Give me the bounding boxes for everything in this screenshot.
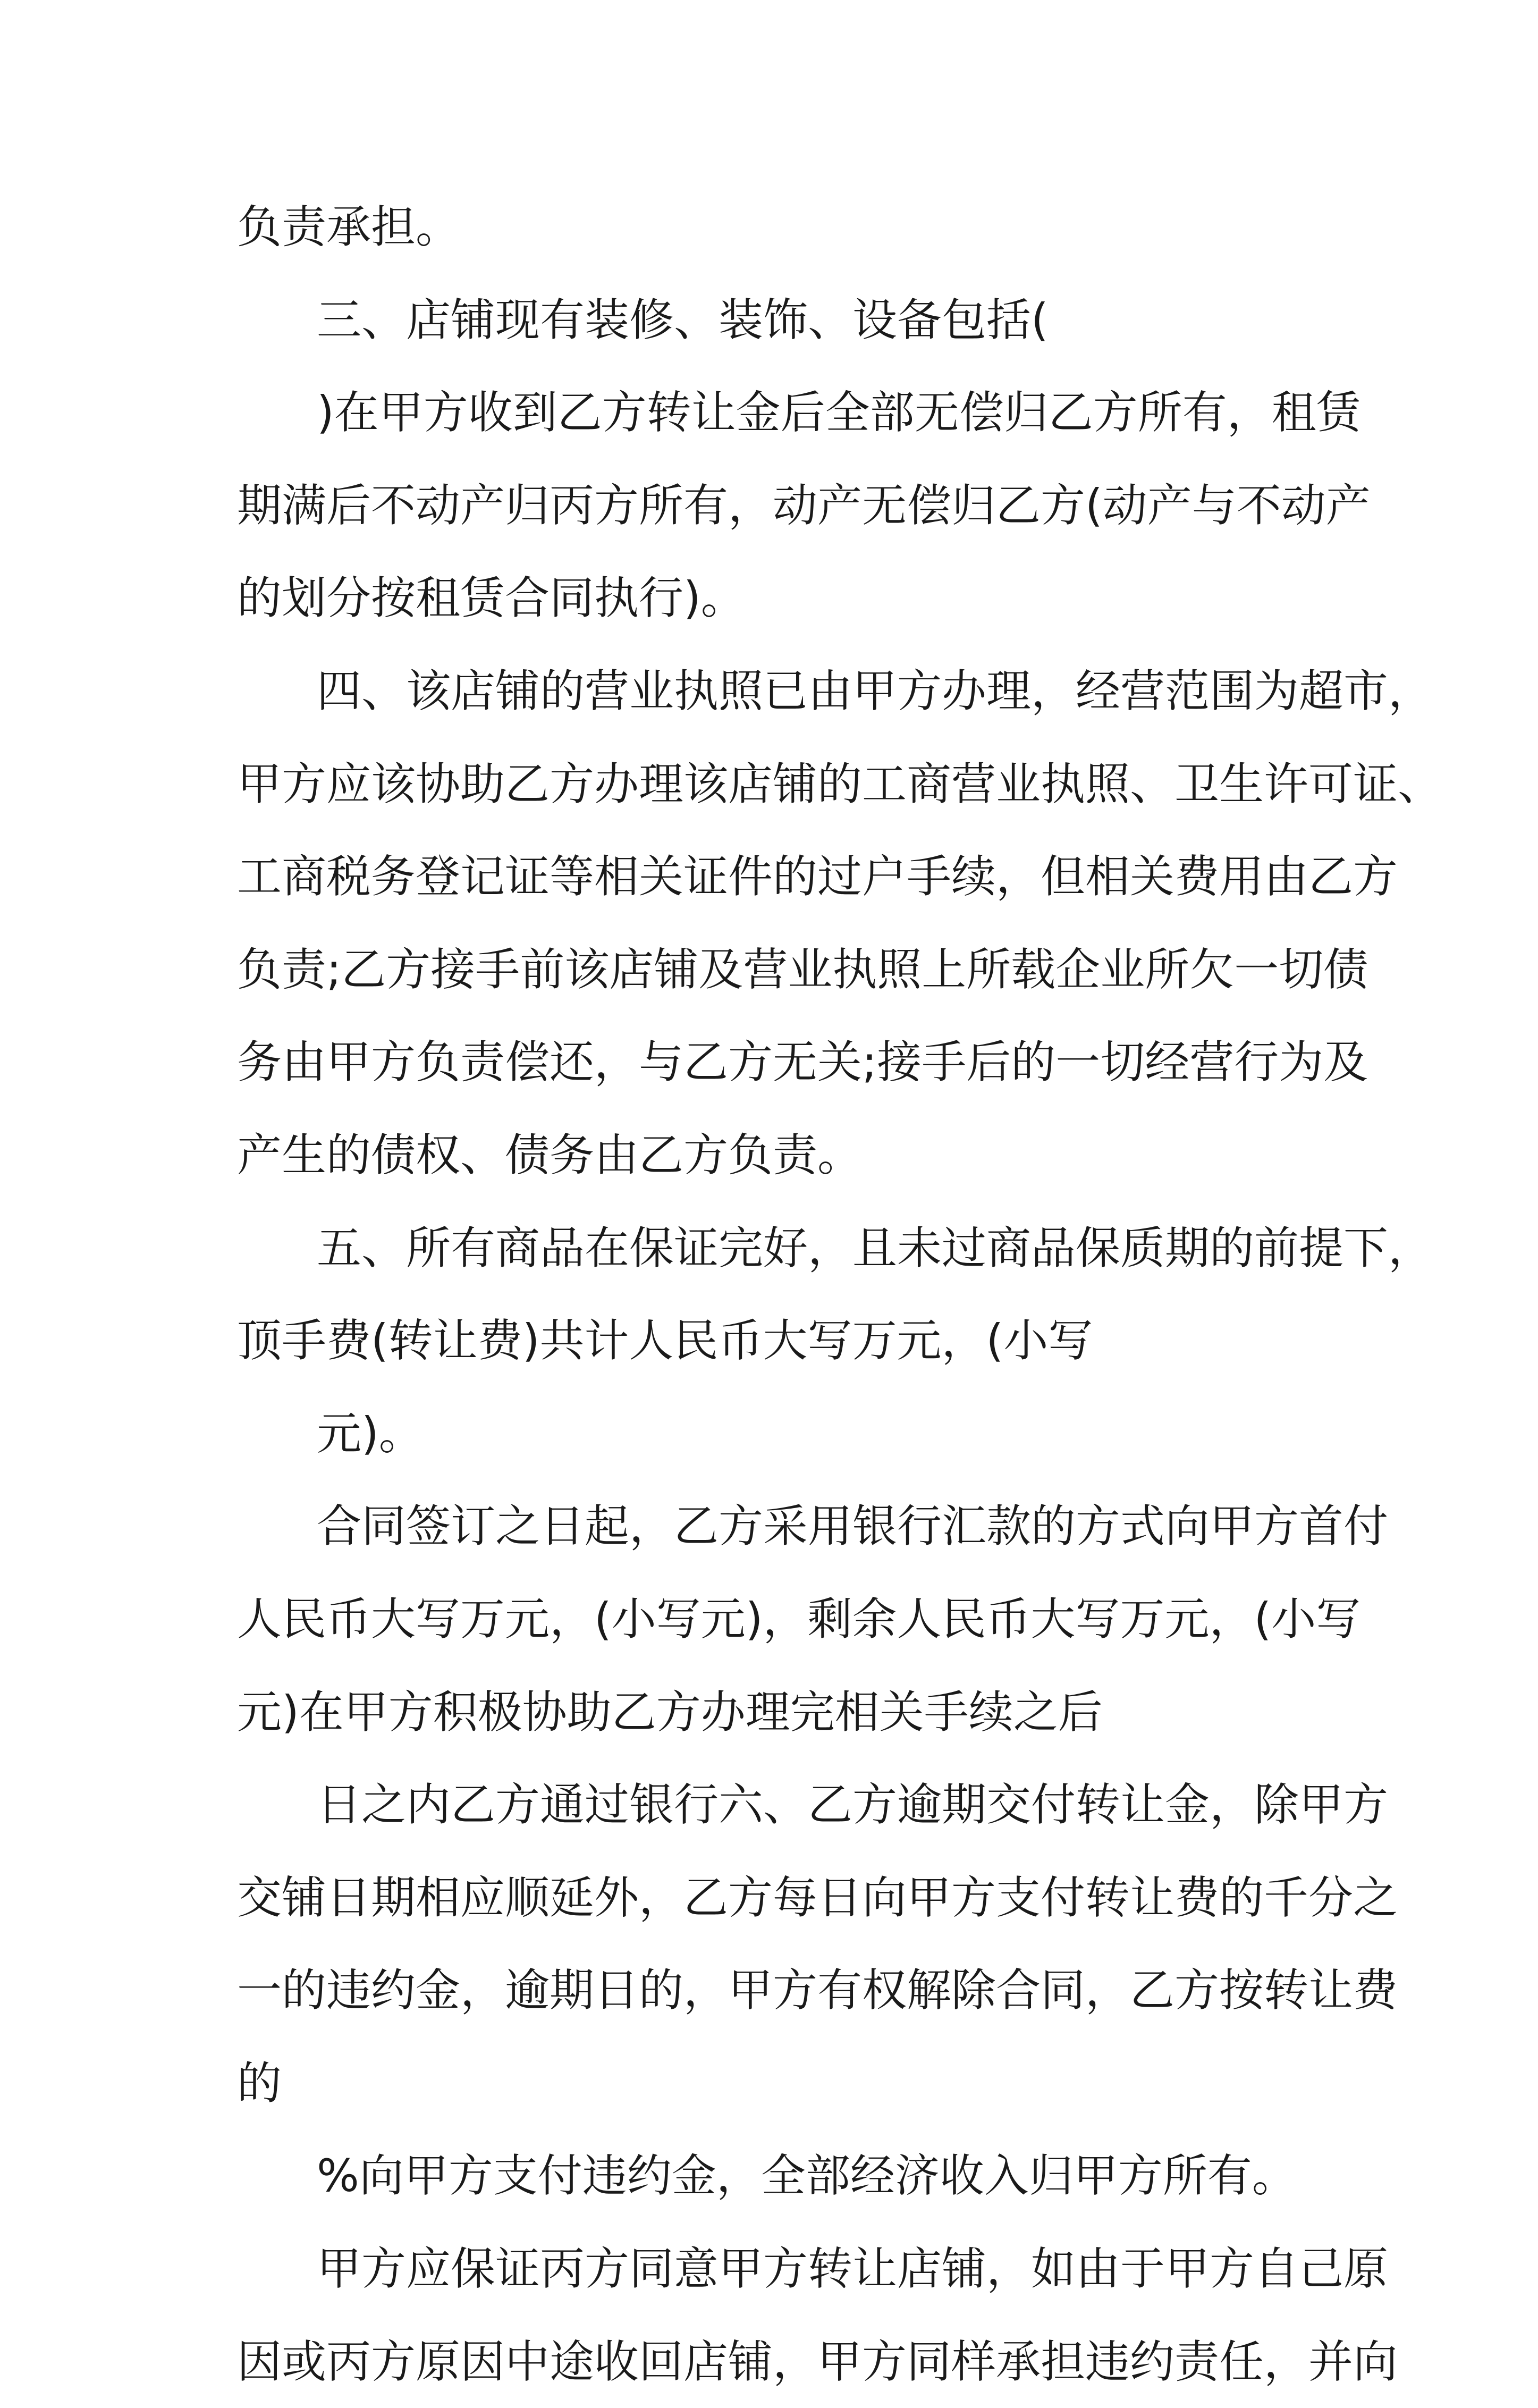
text-line: 四、该店铺的营业执照已由甲方办理，经营范围为超市， — [317, 664, 1433, 717]
text-line: 因或丙方原因中途收回店铺，甲方同样承担违约责任，并向 — [237, 2335, 1398, 2388]
text-line: 甲方应该协助乙方办理该店铺的工商营业执照、卫生许可证、 — [237, 757, 1443, 810]
text-line: 产生的债权、债务由乙方负责。 — [237, 1129, 863, 1181]
text-line: 甲方应保证丙方同意甲方转让店铺，如由于甲方自己原 — [317, 2243, 1389, 2295]
text-line: 三、店铺现有装修、装饰、设备包括( — [317, 293, 1049, 346]
text-line: 期满后不动产归丙方所有，动产无偿归乙方(动产与不动产 — [237, 479, 1371, 532]
text-line: 负责承担。 — [237, 201, 461, 253]
document-body — [237, 181, 1443, 2408]
text-line: 一的违约金，逾期日的，甲方有权解除合同，乙方按转让费 — [237, 1964, 1398, 2017]
text-line: 工商税务登记证等相关证件的过户手续，但相关费用由乙方 — [237, 851, 1398, 903]
text-line: 五、所有商品在保证完好，且未过商品保质期的前提下， — [317, 1222, 1433, 1274]
text-line: 人民币大写万元，(小写元)，剩余人民币大写万元，(小写 — [237, 1593, 1361, 1645]
text-line: 合同签订之日起，乙方采用银行汇款的方式向甲方首付 — [317, 1500, 1389, 1553]
text-line: 日之内乙方通过银行六、乙方逾期交付转让金，除甲方 — [317, 1779, 1389, 1831]
text-line: 交铺日期相应顺延外，乙方每日向甲方支付转让费的千分之 — [237, 1871, 1398, 1924]
text-line: 负责;乙方接手前该店铺及营业执照上所载企业所欠一切债 — [237, 943, 1368, 996]
text-line: 元)。 — [317, 1407, 424, 1460]
text-line: 顶手费(转让费)共计人民币大写万元，(小写 — [237, 1315, 1093, 1367]
text-line: 元)在甲方积极协助乙方办理完相关手续之后 — [237, 1686, 1103, 1738]
text-line: )在甲方收到乙方转让金后全部无偿归乙方所有，租赁 — [317, 386, 1361, 439]
text-line: 的 — [237, 2057, 282, 2109]
text-line: %向甲方支付违约金，全部经济收入归甲方所有。 — [317, 2150, 1297, 2202]
text-line: 的划分按租赁合同执行)。 — [237, 572, 746, 625]
text-line: 务由甲方负责偿还，与乙方无关;接手后的一切经营行为及 — [237, 1036, 1368, 1089]
